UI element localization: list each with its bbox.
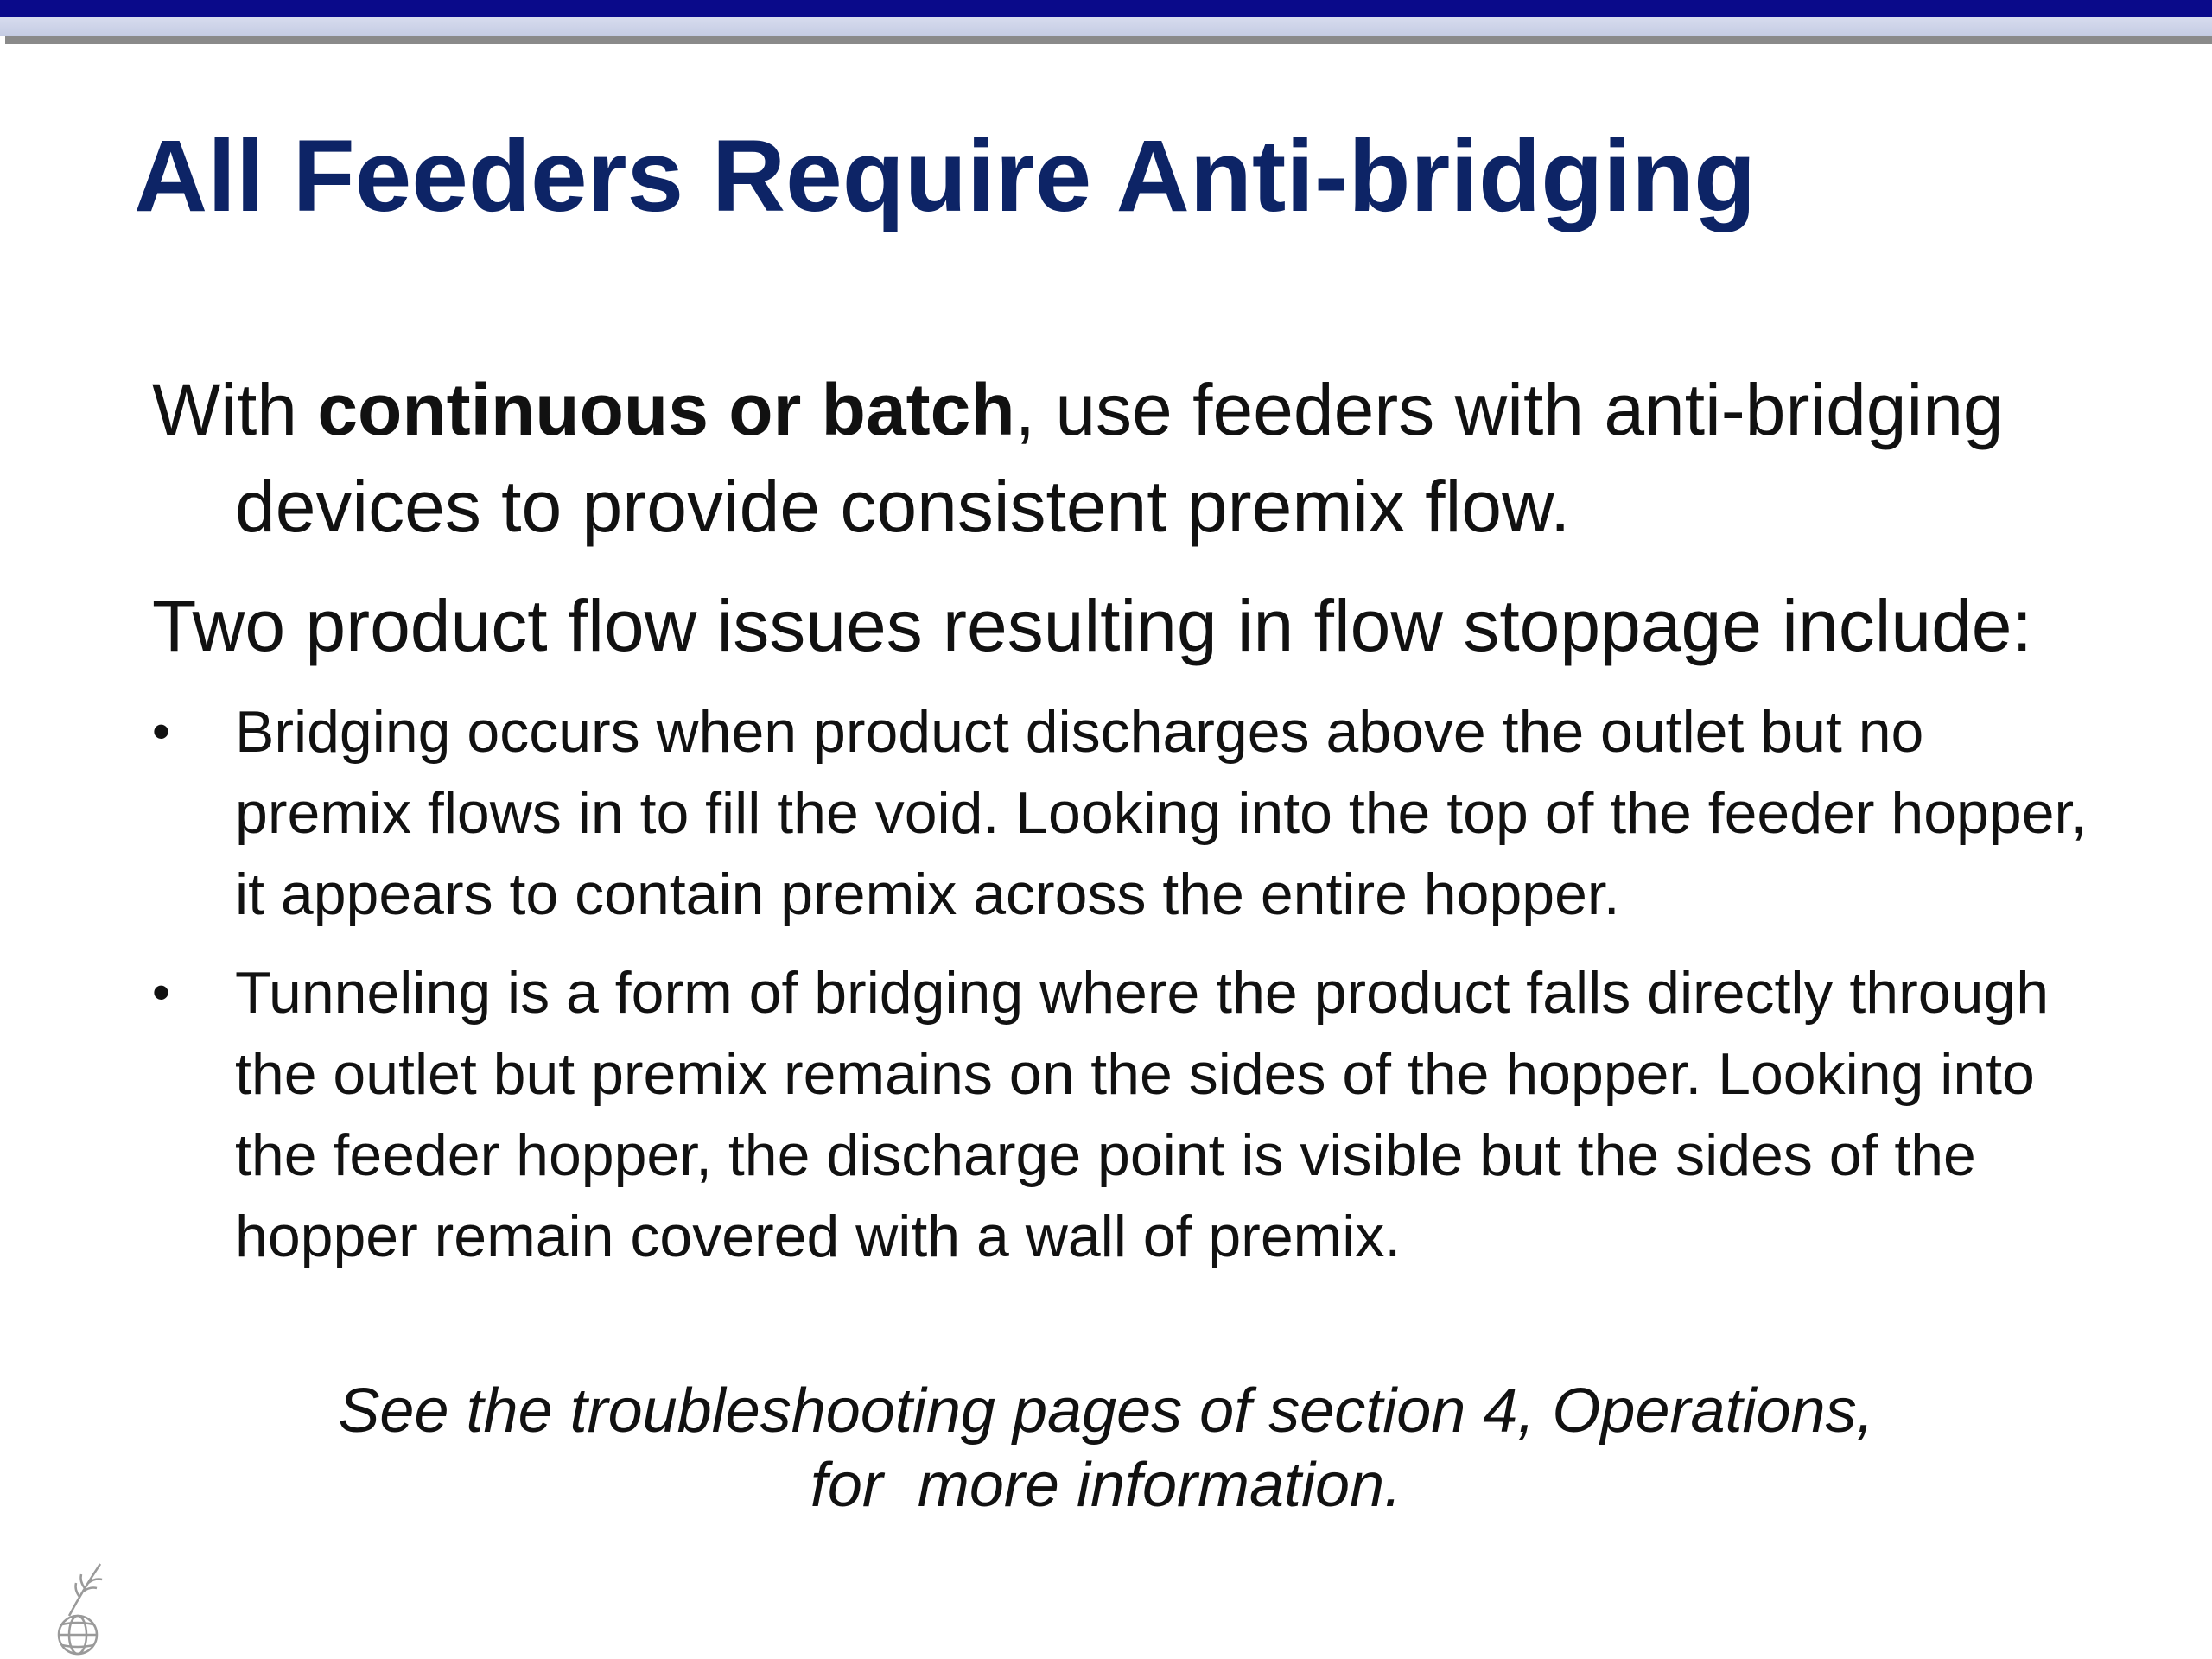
globe-wheat-logo-icon [57,1555,109,1659]
slide-title: All Feeders Require Anti-bridging [134,119,1757,233]
bullet-item-tunneling [152,952,2105,1277]
reference-note-line-2: for more information. [810,1451,1402,1520]
header-rule [5,36,2212,44]
intro-paragraph [152,361,2188,555]
intro-emphasis: continuous or batch [317,369,1015,450]
header-bar [0,0,2212,17]
intro-prefix: With [152,369,318,450]
bullet-marker: • [152,963,171,1021]
reference-note-line-1: See the troubleshooting pages of section 4, Operations, [338,1376,1874,1446]
intro-suffix: , use feeders with anti-bridging devices to provide consistent premix flow. [235,369,2004,547]
bullet-marker: • [152,702,171,760]
bullet-text: Bridging occurs when product discharges above the outlet but no premix flows in to fill the void. Looking into the top of the feeder hopper, it appears to contain premix across the entire hopper. [235,699,2088,927]
bullet-text: Tunneling is a form of bridging where the product falls directly through the outlet but premix remains on the sides of the hopper. Looking into the feeder hopper, the discharge point is visible but the sides of the hopper remain covered with a wall of premix. [235,960,2050,1269]
lead-paragraph: Two product flow issues resulting in flow stoppage include: [152,585,2032,666]
bullet-list [152,691,2105,1294]
reference-note [0,1374,2212,1522]
header-band [0,17,2212,36]
bullet-item-bridging [152,691,2105,935]
